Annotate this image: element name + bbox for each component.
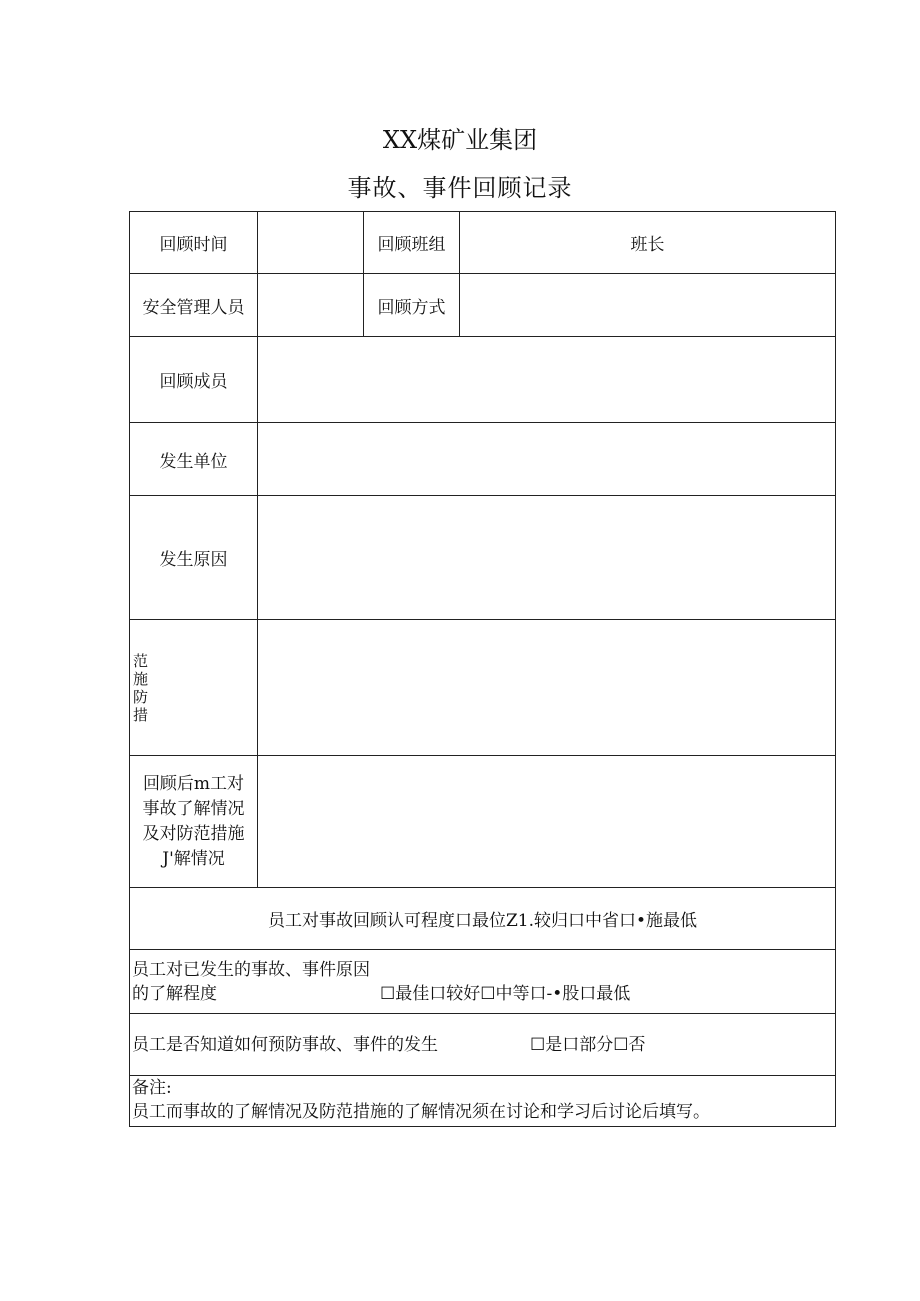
- review-members-label: 回顾成员: [130, 337, 258, 423]
- safety-manager-field[interactable]: [258, 274, 364, 337]
- review-record-table: [129, 211, 836, 1127]
- remarks-label: 备注:: [132, 1078, 172, 1098]
- organization-title: XX煤矿业集团: [382, 126, 538, 154]
- cause-understanding-options[interactable]: ☐最佳口较好☐中等口-•股口最低: [380, 983, 631, 1004]
- preventive-measures-field[interactable]: [258, 620, 836, 756]
- preventive-measures-label: 范 施 防 措: [130, 620, 258, 756]
- occurrence-unit-field[interactable]: [258, 423, 836, 496]
- prevention-knowledge-options[interactable]: ☐是口部分☐否: [530, 1034, 646, 1055]
- review-team-label: 回顾班组: [364, 212, 460, 274]
- safety-manager-label: 安全管理人员: [130, 274, 258, 337]
- team-leader-field[interactable]: [460, 212, 836, 274]
- review-members-field[interactable]: [258, 337, 836, 423]
- form-title: 事故、事件回顾记录: [347, 174, 573, 202]
- cause-understanding-line2: 的了解程度: [132, 983, 217, 1004]
- remarks-text: 员工而事故的了解情况及防范措施的了解情况须在讨论和学习后讨论后填写。: [132, 1102, 710, 1122]
- review-method-field[interactable]: [460, 274, 836, 337]
- understanding-field[interactable]: [258, 756, 836, 888]
- review-time-label: 回顾时间: [130, 212, 258, 274]
- remarks-row: [130, 1076, 836, 1127]
- review-method-label: 回顾方式: [364, 274, 460, 337]
- recognition-degree-row[interactable]: 员工对事故回顾认可程度口最位Z1.较归口中省口•施最低: [130, 888, 836, 950]
- team-leader-label: 班长: [630, 235, 665, 255]
- occurrence-cause-field[interactable]: [258, 496, 836, 620]
- prevention-knowledge-row[interactable]: [130, 1014, 836, 1076]
- understanding-label: 回顾后m工对 事故了解情况 及对防范措施 J'解情况: [130, 756, 258, 888]
- review-time-field[interactable]: [258, 212, 364, 274]
- occurrence-unit-label: 发生单位: [130, 423, 258, 496]
- cause-understanding-row[interactable]: [130, 950, 836, 1014]
- cause-understanding-line1: 员工对已发生的事故、事件原因: [132, 959, 370, 980]
- prevention-knowledge-question: 员工是否知道如何预防事故、事件的发生: [132, 1034, 438, 1055]
- occurrence-cause-label: 发生原因: [130, 496, 258, 620]
